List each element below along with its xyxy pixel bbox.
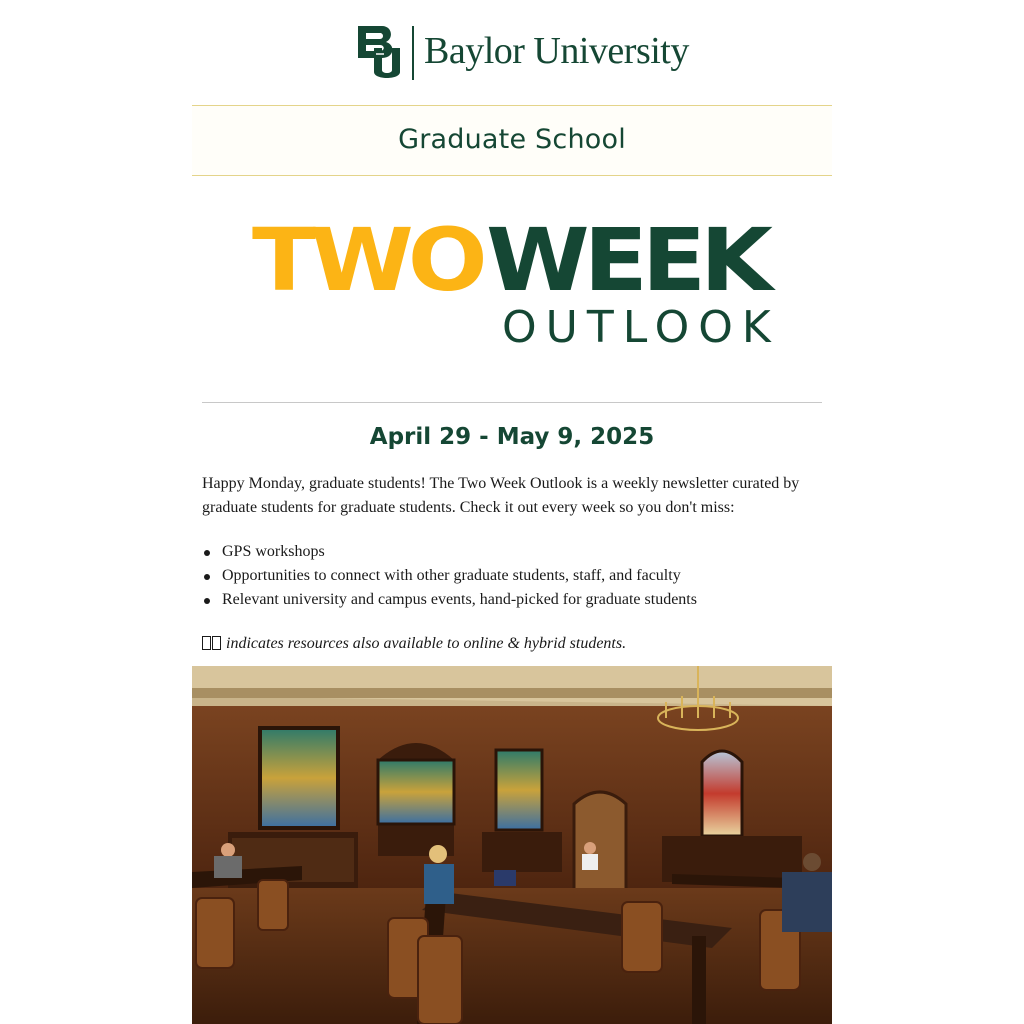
list-item-text: Relevant university and campus events, hand-picked for graduate students [222, 591, 697, 608]
graduate-school-band [192, 105, 832, 176]
list-item-text: GPS workshops [222, 543, 325, 560]
list-item [222, 588, 822, 612]
two-week-outlook-banner [192, 176, 832, 386]
section-divider [202, 402, 822, 403]
banner-two: TWO [252, 210, 482, 311]
banner-outlook: OUTLOOK [502, 302, 780, 353]
list-item [222, 540, 822, 564]
bullet-icon [204, 550, 210, 556]
online-hybrid-note [202, 632, 822, 658]
note-text: indicates resources also available to online & hybrid students. [226, 635, 627, 652]
header-logo[interactable] [192, 0, 832, 105]
list-item-text: Opportunities to connect with other graduate students, staff, and faculty [222, 567, 681, 584]
bullet-icon [204, 598, 210, 604]
list-item [222, 564, 822, 588]
bullet-list [222, 540, 822, 612]
date-range-heading: April 29 - May 9, 2025 [369, 424, 655, 450]
photo-illustration [192, 666, 832, 1024]
banner-week: WEEK [486, 210, 767, 311]
online-resource-icon [202, 634, 222, 658]
intro-paragraph: Happy Monday, graduate students! The Two Week Outlook is a weekly newsletter curated by graduate students for graduate students. Check it out every week so you don't miss: [202, 475, 800, 516]
logo-divider [412, 26, 414, 80]
bu-monogram-icon [356, 24, 402, 82]
university-name: Baylor University [424, 30, 689, 72]
library-reading-room-photo [192, 666, 832, 1024]
bullet-icon [204, 574, 210, 580]
email-body [192, 0, 832, 1024]
graduate-school-title: Graduate School [398, 124, 626, 155]
